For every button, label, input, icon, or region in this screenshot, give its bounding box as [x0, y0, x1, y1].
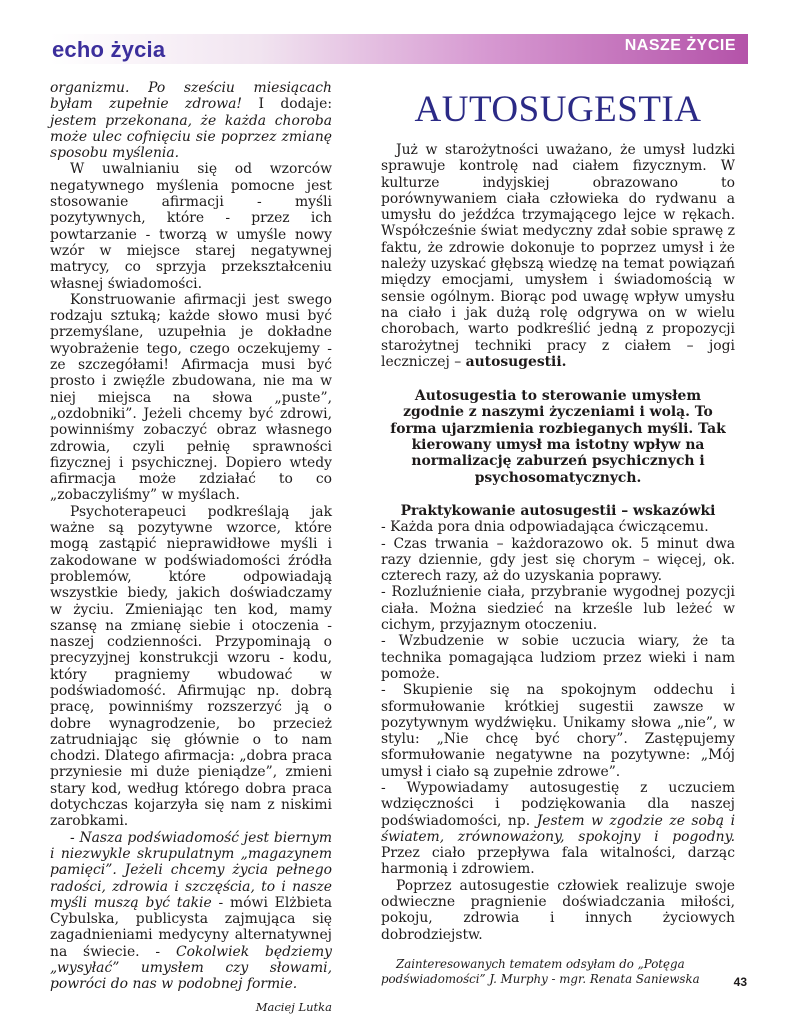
tip-item-6 [381, 780, 735, 878]
lead-paragraph [381, 142, 735, 370]
tip-6-text-b: Przez ciało przepływa fala witalności, darząc harmonią i zdrowiem. [381, 845, 735, 878]
paragraph-5 [50, 830, 332, 993]
bold-intro: Autosugestia to sterowanie umysłem zgodnie z naszymi życzeniami i wolą. To forma ujarzmienia rozbieganych myśli. Tak kierowany umysł ma istotny wpływ na normalizację zaburzeń psychicznych i psychosomatycznych. [390, 388, 726, 486]
paragraph-5-quote-b: Cokolwiek będziemy „wysyłać” umysłem czy słowami, powróci do nas w podobnej formie. [50, 943, 332, 993]
paragraph-1-quote-b: jestem przekonana, że każda choroba może ulec cofnięciu sie poprzez zmianę sposobu myślenia. [50, 112, 332, 162]
tip-6-quote: Jestem w zgodzie ze sobą i światem, zrównoważony, spokojny i pogodny. [381, 812, 736, 845]
paragraph-1-quote-a: organizmu. Po sześciu miesiącach byłam zupełnie zdrowa! [50, 80, 332, 113]
article-title: AUTOSUGESTIA [414, 89, 702, 130]
paragraph-1-text: I dodaje: [242, 96, 332, 113]
left-column [50, 80, 332, 1015]
tip-item: - Czas trwania – każdorazowo ok. 5 minut dwa razy dziennie, gdy jest się chorym – więcej, ok. czterech razy, aż do uzyskania poprawy. [381, 535, 735, 585]
paragraph-5-text: - mówi Elżbieta Cybulska, publicysta zajmująca się zagadnieniami medycyny alternatywnej na świecie. - [50, 894, 332, 960]
tip-item: - Wzbudzenie w sobie uczucia wiary, że ta technika pomagająca ludziom przez wieki i nam pomoże. [381, 633, 735, 682]
footnote: Zainteresowanych tematem odsyłam do „Potęga podświadomości” J. Murphy - mgr. Renata Saniewska [381, 956, 700, 986]
lead-bold: autosugestii. [465, 353, 567, 370]
tip-item: - Każda pora dnia odpowiadająca ćwiczącemu. [381, 519, 709, 536]
section-title: NASZE ŻYCIE [624, 37, 736, 54]
paragraph-2: W uwalnianiu się od wzorców negatywnego myślenia pomocne jest stosowanie afirmacji - myśli pozytywnych, które - przez ich powtarzanie - tworzą w umyśle nowy wzór w miejsce starej negatywnej matrycy, co sprzyja przekształceniu własnej świadomości. [50, 161, 332, 292]
paragraph-4: Psychoterapeuci podkreślają jak ważne są pozytywne wzorce, które mogą zastąpić nieprawidłowe myśli i zakodowane w podświadomości źródła problemów, które odpowiadają wszystkie biedy, jakich doświadczamy w życiu. Zmieniając ten kod, mamy szansę na zmianę siebie i otoczenia - naszej codzienności. Przypominają o precyzyjnej konstrukcji wzoru - kodu, który pragniemy wbudować w podświadomość. Afirmując np. dobrą pracę, powinniśmy rozszerzyć ją o dobre wynagrodzenie, bo przecież zatrudniając się głównie o to nam chodzi. Dlatego afirmacja: „dobra praca przyniesie mi duże pieniądze”, zmieni stary kod, według którego dobra praca dotychczas kojarzyła się nam z niskimi zarobkami. [50, 503, 332, 830]
page-number: 43 [733, 975, 747, 989]
paragraph-5-quote-a: - Nasza podświadomość jest biernym i niezwykle skrupulatnym „magazynem pamięci”. Jeżeli chcemy życia pełnego radości, zdrowia i szczęścia, to i nasze myśli muszą być takie [50, 829, 332, 911]
tip-6-text-a: - Wypowiadamy autosugestię z uczuciem wdzięczności i podziękowania dla naszej podświadomości, np. [381, 779, 735, 829]
author-signature: Maciej Lutka [255, 999, 332, 1014]
tips-heading: Praktykowanie autosugestii – wskazówki [400, 502, 716, 519]
paragraph-1 [50, 80, 332, 161]
magazine-title: echo życia [52, 37, 166, 62]
tip-item: - Rozluźnienie ciała, przybranie wygodnej pozycji ciała. Można siedzieć na krześle lub leżeć w cichym, przyjaznym otoczeniu. [381, 584, 735, 634]
paragraph-3: Konstruowanie afirmacji jest swego rodzaju sztuką; każde słowo musi być przemyślane, uzupełnia je dokładne wyobrażenie tego, czego oczekujemy - ze szczegółami! Afirmacja musi być prosto i zwięźle zbudowana, nie ma w niej miejsca na słowa „puste”, „ozdobniki”. Jeżeli chcemy być zdrowi, powinniśmy zobaczyć obraz własnego zdrowia, czyli pełnię sprawności fizycznej i psychicznej. Dopiero wtedy afirmacja może zdziałać to co „zobaczyliśmy” w myślach. [50, 291, 332, 504]
closing-paragraph: Poprzez autosugestie człowiek realizuje swoje odwieczne pragnienie doświadczania miłości, pokoju, zdrowia i innych życiowych dobrodziejstw. [381, 877, 735, 943]
tip-item: - Skupienie się na spokojnym oddechu i sformułowanie krótkiej sugestii zawsze w pozytywnym wydźwięku. Unikamy słowa „nie”, w stylu: „Nie chcę być chory”. Zastępujemy sformułowanie negatywne na pozytywne: „Mój umysł i ciało są zupełnie zdrowe”. [381, 682, 735, 780]
right-column [381, 142, 735, 987]
lead-text: Już w starożytności uważano, że umysł ludzki sprawuje kontrolę nad ciałem fizycznym. W kulturze indyjskiej obrazowano to porównywaniem ciała człowieka do rydwanu a umysłu do jeźdźca trzymającego lejce w rękach. Współcześnie świat medyczny zdał sobie sprawę z faktu, że zdrowie dokonuje to poprzez umysł i że należy uzyskać głębszą wiedzę na temat powiązań między emocjami, umysłem i świadomością w sensie ogólnym. Biorąc pod uwagę wpływ umysłu na ciało i jak dużą rolę odgrywa on w wielu chorobach, warto podkreślić jedną z propozycji starożytnej techniki pracy z ciałem – jogi leczniczej – [381, 142, 735, 370]
